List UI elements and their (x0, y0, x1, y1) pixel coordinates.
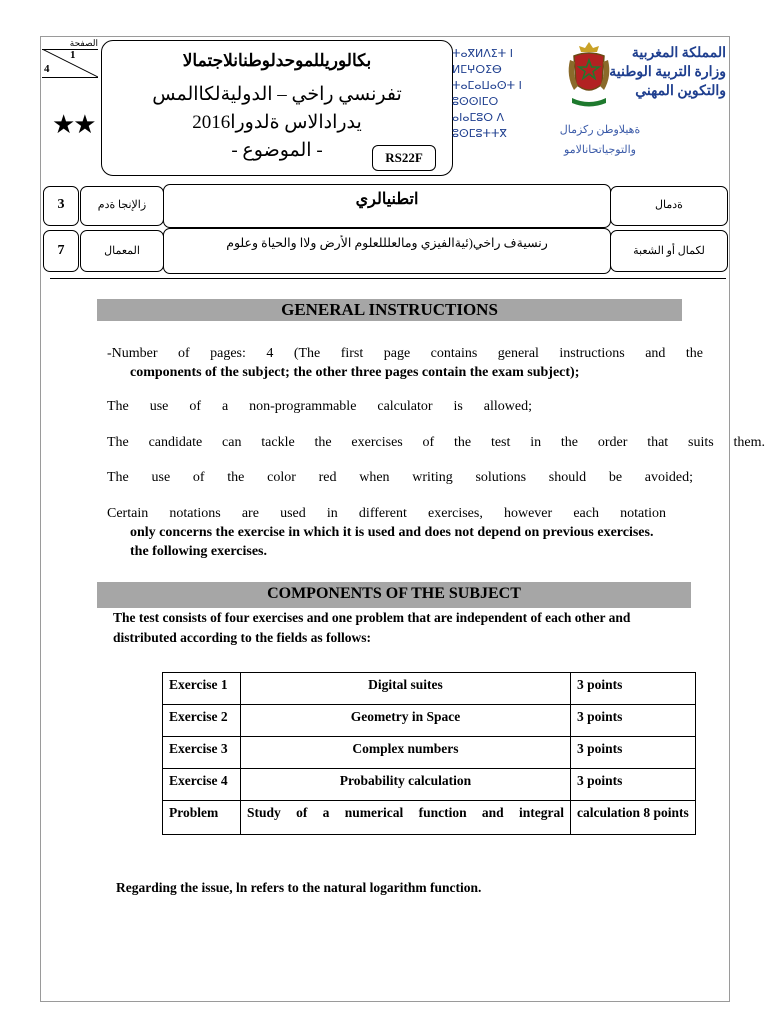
components-table (162, 672, 696, 835)
table-row (163, 705, 696, 737)
notation-line2: only concerns the exercise in which it is used and does not depend on previous exercises. (130, 525, 654, 540)
exercise-topic: Geometry in Space (241, 705, 571, 737)
table-row (163, 801, 696, 835)
ministry-tifinagh-line1: ⵜⴰⴳⵍⴷⵉⵜ ⵏ ⵍⵎⵖⵔⵉⴱ (452, 47, 513, 76)
ministry-tifinagh-line2: ⵜⴰⵎⴰⵡⴰⵙⵜ ⵏ ⵓⵙⵙⵏⵎⵔ (452, 79, 522, 108)
components-intro-line2: distributed according to the fields as follows: (113, 630, 371, 645)
instructions-title: GENERAL INSTRUCTIONS (281, 300, 498, 319)
exam-title-line4: - الموضوع - (231, 140, 323, 161)
exercise-points: 3 points (571, 673, 696, 705)
stream-label: لكمال أو الشعبة (633, 245, 705, 257)
exercise-name: Exercise 1 (163, 673, 241, 705)
notation-line3: the following exercises. (130, 544, 267, 559)
page-current: 1 (70, 49, 76, 61)
exercise-name: Exercise 3 (163, 737, 241, 769)
table-row (163, 673, 696, 705)
subject-name-box (163, 184, 611, 228)
stream-name-box (163, 228, 611, 274)
page-total: 4 (44, 63, 50, 75)
coefficient-value: 7 (57, 243, 65, 258)
exercise-topic: Complex numbers (241, 737, 571, 769)
pages-line1: -Number of pages: 4 (The first page contains general instructions and the (107, 346, 703, 361)
exercise-points: 3 points (571, 769, 696, 801)
logarithm-note: Regarding the issue, ln refers to the natural logarithm function. (116, 880, 482, 895)
notation-line1: Certain notations are used in different exercises, however each notation (107, 506, 666, 521)
duration-label: زالإنجا ةدم (97, 199, 147, 211)
calculator-instruction: The use of a non-programmable calculator is allowed; (107, 399, 532, 414)
ministry-subtitle (520, 120, 680, 160)
coefficient-label: المعمال (104, 245, 140, 257)
header-divider (50, 278, 726, 279)
subject-name: اتطنيالري (355, 191, 419, 208)
exam-title-line1: بكالوريللموحدلوطنانلاجتمالا (182, 51, 372, 70)
subject-label-box (610, 186, 728, 226)
ministry-arabic-line3: والتكوين المهني (635, 84, 726, 99)
problem-points: calculation 8 points (571, 801, 696, 835)
coefficient-value-box (43, 230, 79, 272)
exercise-points: 3 points (571, 737, 696, 769)
exercise-topic: Digital suites (241, 673, 571, 705)
pages-line2: components of the subject; the other three pages contain the exam subject); (130, 365, 580, 380)
ministry-tifinagh-line3: ⴰⵏⴰⵎⵓⵔ ⴷ ⵓⵙⵎⵓⵜⵜⴳ (452, 111, 507, 140)
order-instruction: The candidate can tackle the exercises of the test in the order that suits them. (107, 435, 765, 450)
exercise-points: 3 points (571, 705, 696, 737)
table-row (163, 769, 696, 801)
components-intro-line1: The test consists of four exercises and one problem that are independent of each other and (113, 610, 631, 625)
ministry-subtitle-line1: ةهيلاوطن ركزمال (559, 124, 641, 136)
red-color-instruction: The use of the color red when writing solutions should be avoided; (107, 470, 693, 485)
duration-label-box (80, 186, 164, 226)
ministry-arabic-line1: المملكة المغربية (631, 46, 726, 61)
ministry-arabic-line2: وزارة التربية الوطنية (609, 65, 726, 80)
exercise-name: Exercise 4 (163, 769, 241, 801)
problem-topic: Study of a numerical function and integral (241, 801, 571, 835)
ministry-arabic (598, 44, 726, 101)
table-row (163, 737, 696, 769)
page-number-box (42, 38, 98, 78)
stream-name: رنسيةف راخي(ئيةالفيزي ومالعلللعلوم الأرض ولاا والحياة وعلوم (226, 236, 548, 250)
problem-name: Problem (163, 801, 241, 835)
components-title: COMPONENTS OF THE SUBJECT (267, 585, 521, 602)
duration-value: 3 (57, 197, 65, 212)
exercise-topic: Probability calculation (241, 769, 571, 801)
page-label: الصفحة (42, 38, 98, 50)
exam-title-line3: يدرادالاس ةلدورا2016 (192, 112, 362, 133)
components-title-bar (97, 582, 691, 608)
exam-title-line2: تفرنسي راخي – الدوليةلكاالمس (152, 84, 402, 105)
subject-code: RS22F (372, 145, 436, 171)
exercise-name: Exercise 2 (163, 705, 241, 737)
subject-label: ةدمال (655, 199, 683, 211)
duration-value-box (43, 186, 79, 226)
ministry-subtitle-line2: والتوجياتحانالامو (564, 144, 636, 156)
instructions-title-bar (97, 299, 682, 321)
stream-label-box (610, 230, 728, 272)
difficulty-stars: ★★ (52, 110, 95, 139)
coefficient-label-box (80, 230, 164, 272)
